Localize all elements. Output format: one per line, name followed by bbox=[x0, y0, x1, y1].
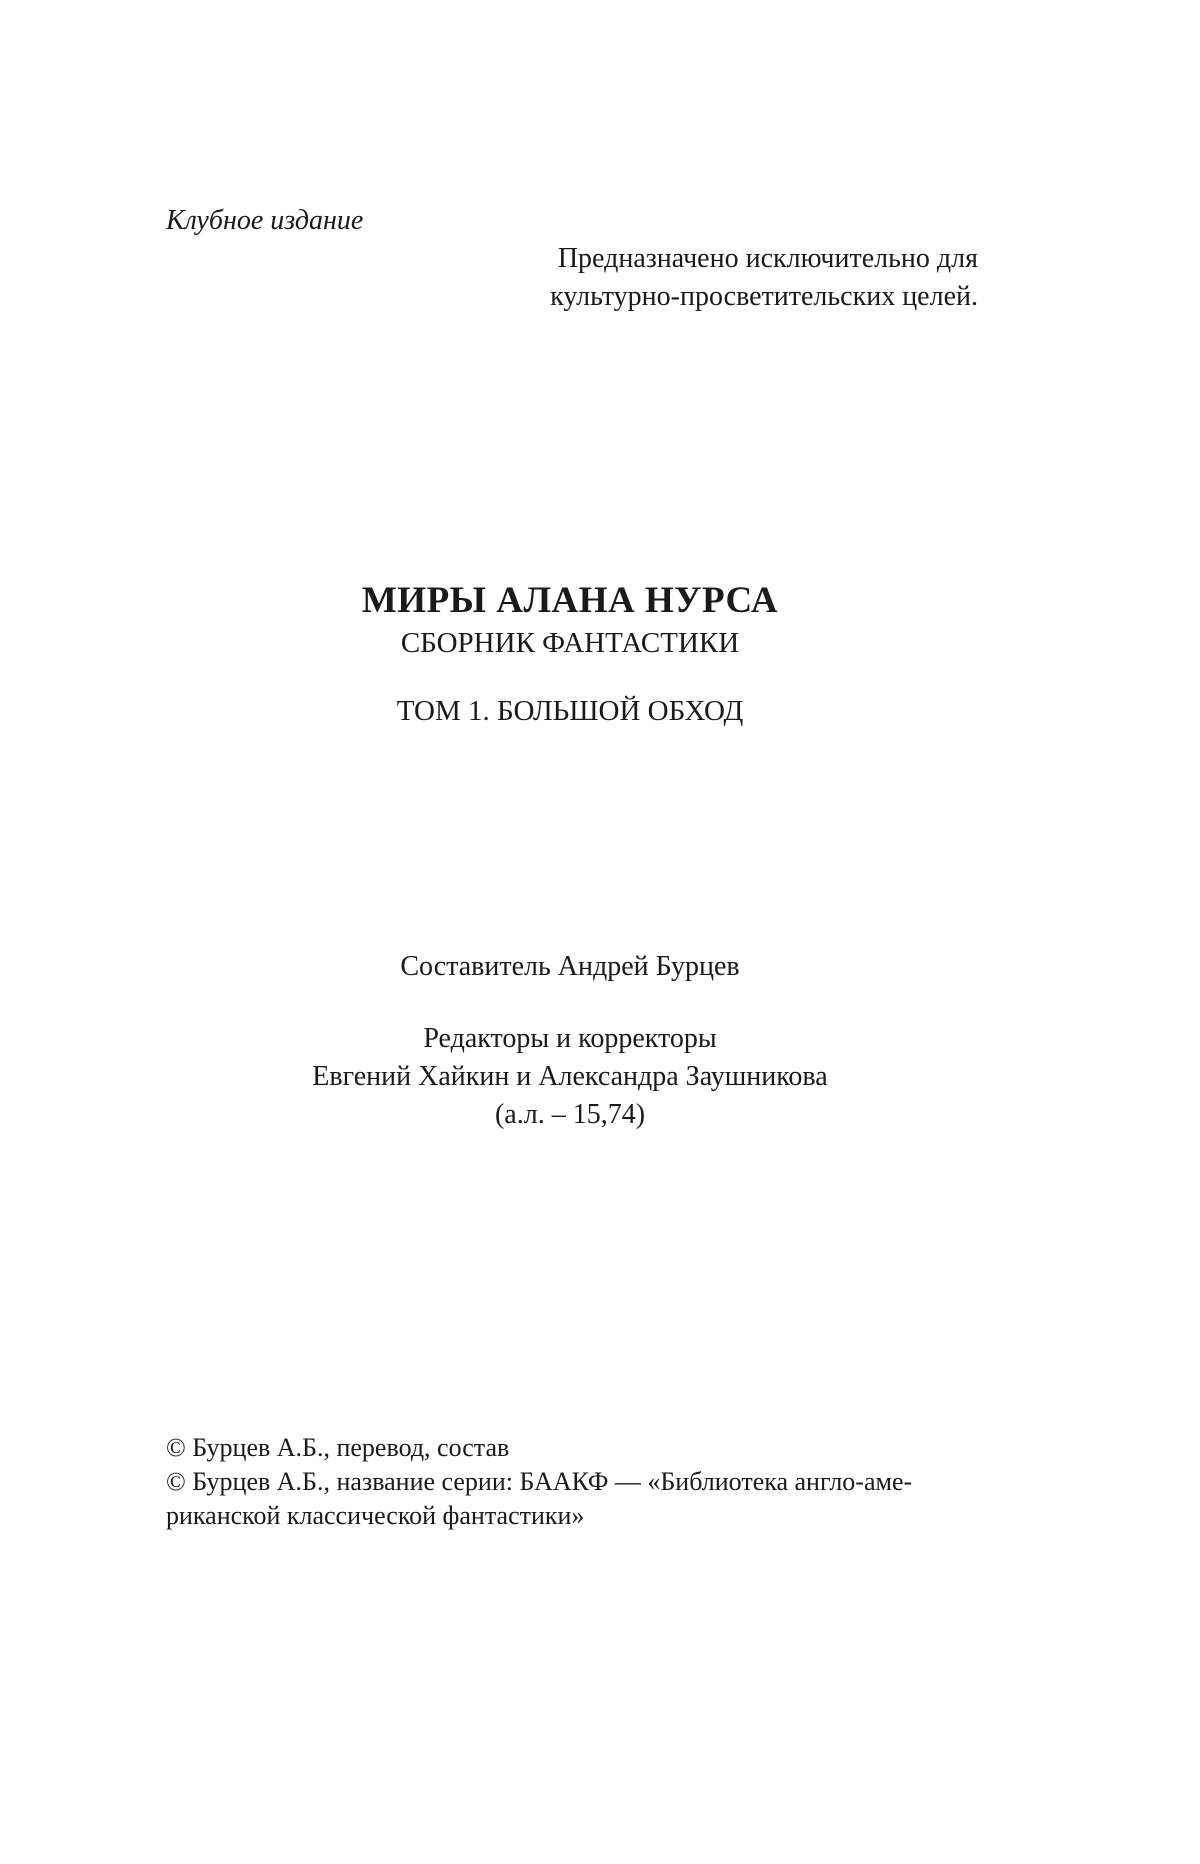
editors-names: Евгений Хайкин и Александра Заушникова bbox=[312, 1061, 828, 1092]
purpose-line-1: Предназначено исключительно для bbox=[557, 243, 978, 274]
copyright-block bbox=[166, 1431, 986, 1533]
editors-heading: Редакторы и корректоры bbox=[423, 1023, 717, 1054]
purpose-line-2: культурно-просветительских целей. bbox=[550, 281, 978, 312]
book-title: МИРЫ АЛАНА НУРСА bbox=[361, 580, 779, 621]
credits bbox=[0, 948, 1140, 1134]
copyright-line-1: © Бурцев А.Б., перевод, состав bbox=[166, 1433, 510, 1462]
author-sheets: (а.л. – 15,74) bbox=[494, 1099, 646, 1130]
title-block bbox=[0, 578, 1140, 730]
volume-title: ТОМ 1. БОЛЬШОЙ ОБХОД bbox=[396, 695, 744, 727]
compiler-line: Составитель Андрей Бурцев bbox=[400, 951, 740, 982]
copyright-line-3: риканской классической фантастики» bbox=[166, 1501, 585, 1530]
edition-type: Клубное издание bbox=[166, 205, 364, 236]
book-subtitle: СБОРНИК ФАНТАСТИКИ bbox=[400, 627, 740, 659]
purpose-note bbox=[550, 240, 978, 316]
copyright-line-2: © Бурцев А.Б., название серии: БААКФ — «Библиотека англо-аме- bbox=[166, 1467, 913, 1496]
